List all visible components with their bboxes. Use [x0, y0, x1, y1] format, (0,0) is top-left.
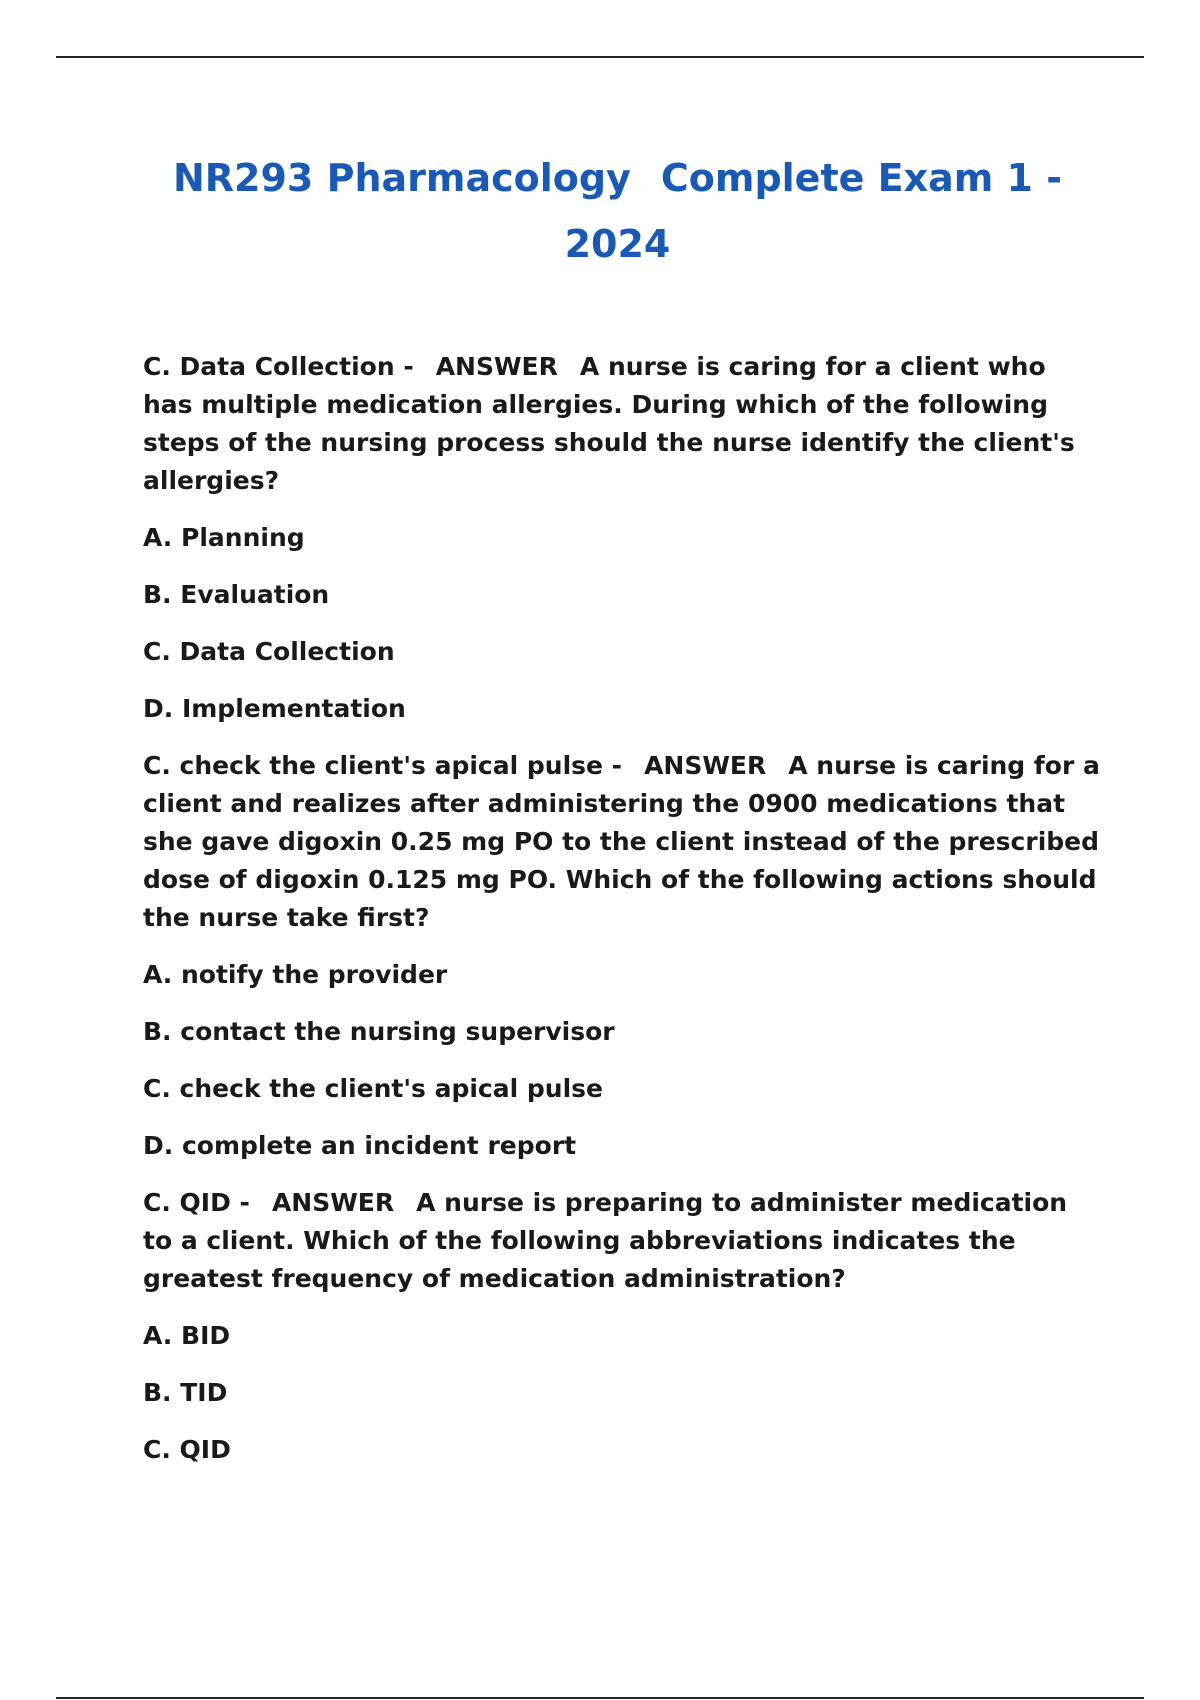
title-part-1: NR293 Pharmacology — [172, 156, 631, 200]
answer-label: ANSWER — [435, 352, 558, 381]
bottom-divider — [56, 1697, 1144, 1699]
question-3 — [143, 1184, 1103, 1298]
answer-label: ANSWER — [271, 1188, 395, 1217]
question-answer: C. QID - — [143, 1188, 250, 1217]
option: C. check the client's apical pulse — [143, 1074, 603, 1103]
question-prompt: A nurse is caring for a client and realizes after administering the 0900 medications that she gave digoxin 0.25 mg PO to the client instead of the prescribed dose of digoxin 0.125 mg PO. Which of the following actions should the nurse take first? — [143, 751, 1100, 932]
document-title — [100, 145, 1135, 277]
question-answer: C. Data Collection - — [143, 352, 414, 381]
option: B. Evaluation — [143, 580, 330, 609]
option: B. contact the nursing supervisor — [143, 1017, 615, 1046]
title-part-2: Complete Exam 1 - — [660, 156, 1062, 200]
option: A. Planning — [143, 523, 305, 552]
exam-content — [143, 348, 1103, 1488]
answer-label: ANSWER — [644, 751, 767, 780]
option: C. QID — [143, 1435, 231, 1464]
option: B. TID — [143, 1378, 228, 1407]
top-divider — [56, 56, 1144, 58]
option: A. BID — [143, 1321, 231, 1350]
question-answer: C. check the client's apical pulse - — [143, 751, 623, 780]
option: D. Implementation — [143, 694, 406, 723]
question-2 — [143, 747, 1103, 937]
question-prompt: A nurse is preparing to administer medication to a client. Which of the following abbreviations indicates the greatest frequency of medication administration? — [143, 1188, 1068, 1293]
question-1 — [143, 348, 1103, 500]
option: C. Data Collection — [143, 637, 395, 666]
question-prompt: A nurse is caring for a client who has multiple medication allergies. During which of the following steps of the nursing process should the nurse identify the client's allergies? — [143, 352, 1075, 495]
title-year: 2024 — [564, 222, 671, 266]
option: A. notify the provider — [143, 960, 448, 989]
option: D. complete an incident report — [143, 1131, 577, 1160]
